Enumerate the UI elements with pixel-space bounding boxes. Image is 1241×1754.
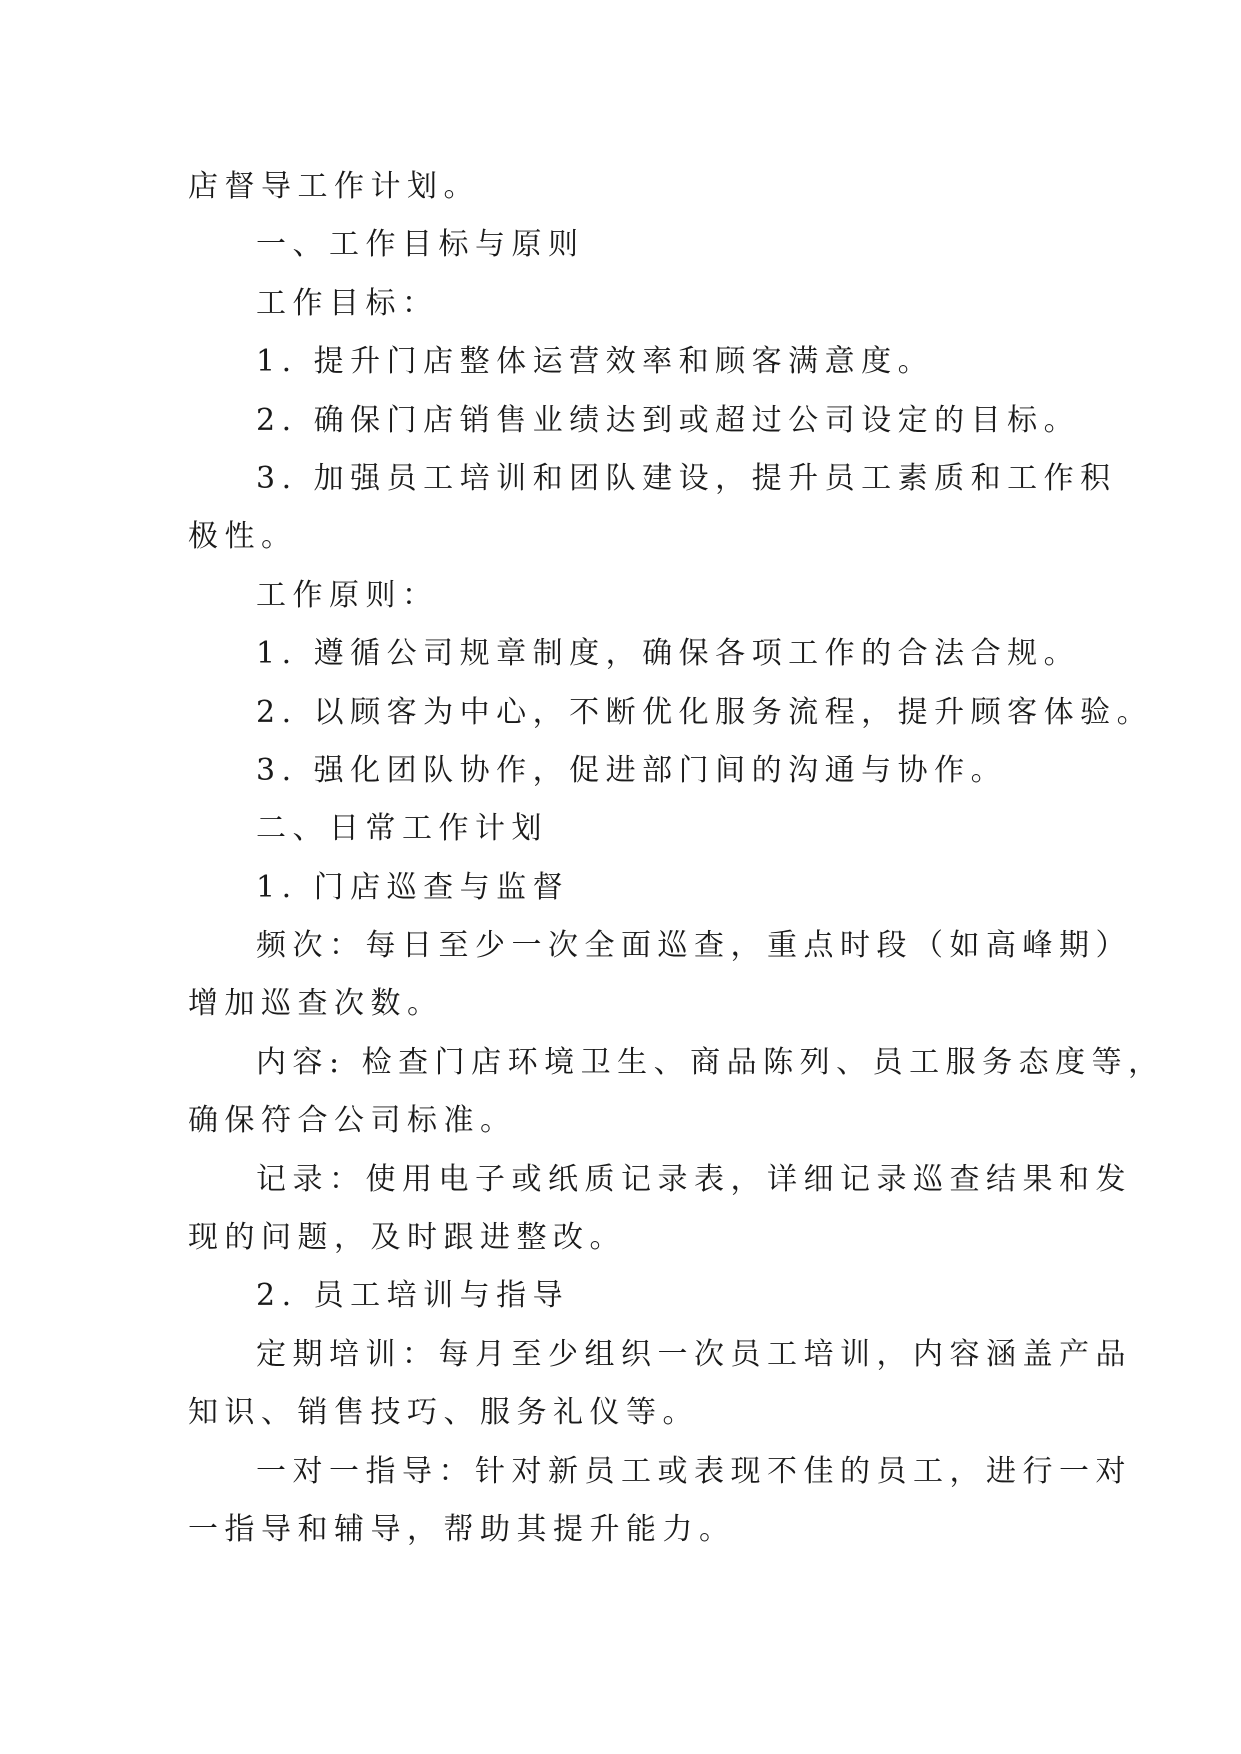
list-item: 1. 遵循公司规章制度，确保各项工作的合法合规。 [256,636,1081,672]
list-item: 1. 提升门店整体运营效率和顾客满意度。 [256,344,935,380]
list-item: 2. 确保门店销售业绩达到或超过公司设定的目标。 [256,402,1081,438]
paragraph-line: 一对一指导：针对新员工或表现不佳的员工，进行一对 [256,1453,1132,1489]
list-item: 3. 强化团队协作，促进部门间的沟通与协作。 [256,752,1008,788]
text-line: 极性。 [188,519,298,555]
subheading-staff-training: 2. 员工培训与指导 [256,1278,570,1314]
document-body [188,158,1165,1559]
section-heading-daily-plan: 二、日常工作计划 [256,811,548,847]
paragraph-line: 内容: 检查门店环境卫生、商品陈列、员工服务态度等， [256,1044,1165,1080]
paragraph-line: 频次：每日至少一次全面巡查，重点时段（如高峰期） [256,928,1132,964]
paragraph-line: 确保符合公司标准。 [188,1103,517,1139]
list-item: 2. 以顾客为中心，不断优化服务流程，提升顾客体验。 [256,694,1154,730]
text-line: 店督导工作计划。 [188,169,480,204]
subheading-work-principles: 工作原则： [256,577,439,613]
paragraph-line: 一指导和辅导，帮助其提升能力。 [188,1511,736,1547]
paragraph-line: 知识、销售技巧、服务礼仪等。 [188,1395,699,1431]
subheading-work-goals: 工作目标： [256,285,439,321]
section-heading-goals-principles: 一、工作目标与原则 [256,227,585,263]
paragraph-line: 记录：使用电子或纸质记录表，详细记录巡查结果和发 [256,1161,1132,1197]
subheading-store-inspection: 1. 门店巡查与监督 [256,869,570,905]
paragraph-line: 定期培训：每月至少组织一次员工培训，内容涵盖产品 [256,1336,1132,1372]
paragraph-line: 增加巡查次数。 [188,986,444,1022]
list-item: 3. 加强员工培训和团队建设，提升员工素质和工作积 [256,460,1117,496]
paragraph-line: 现的问题，及时跟进整改。 [188,1220,626,1256]
